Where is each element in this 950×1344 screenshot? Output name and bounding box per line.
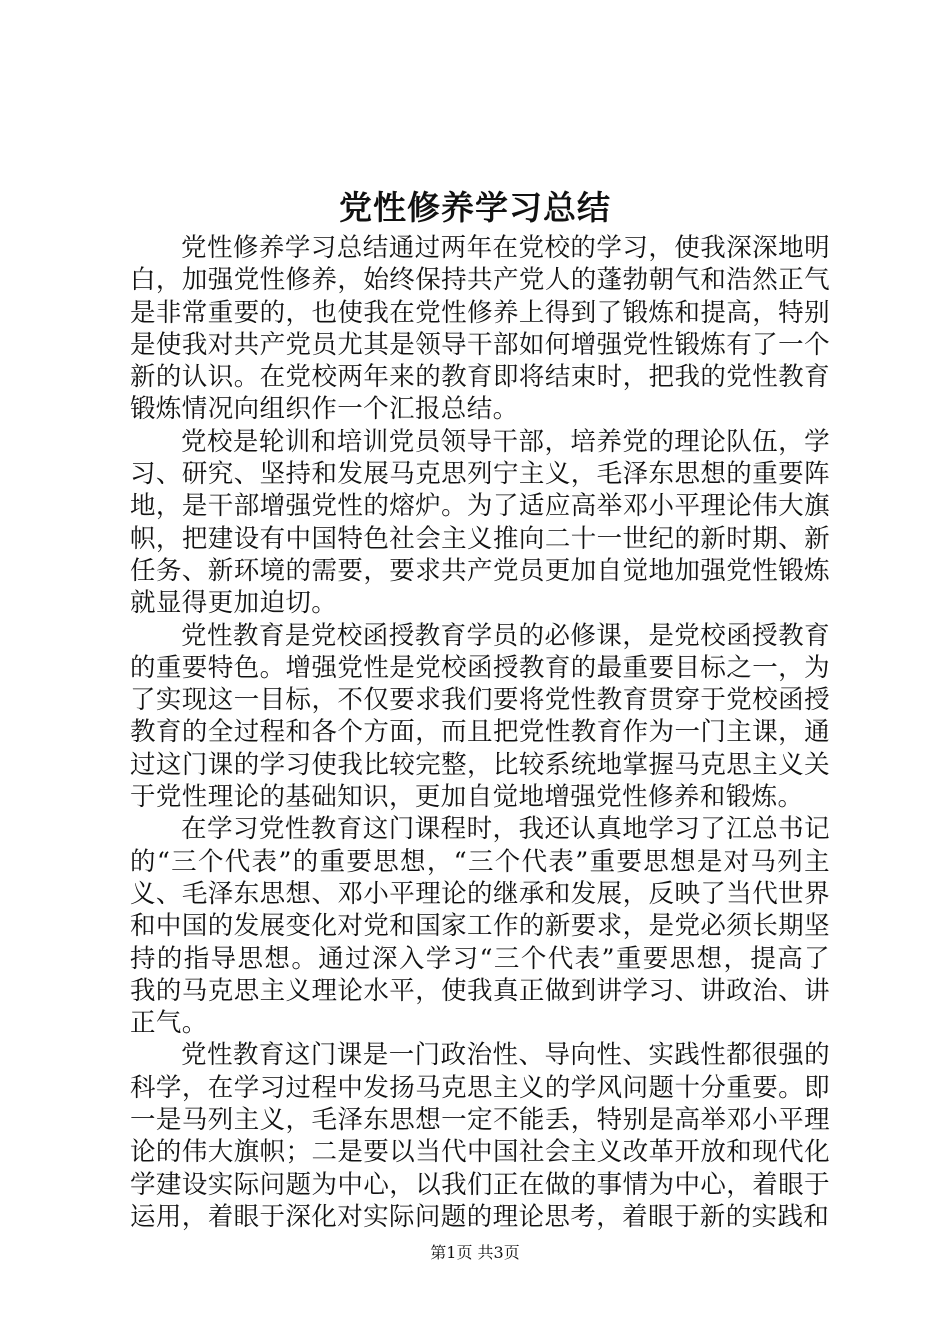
paragraph-3: 党性教育是党校函授教育学员的必修课，是党校函授教育的重要特色。增强党性是党校函授教育的最重要目标之一，为了实现这一目标，不仅要求我们要将党性教育贯穿于党校函授教育的全过程和各个方面，而且把党性教育作为一门主课，通过这门课的学习使我比较完整，比较系统地掌握马克思主义关于党性理论的基础知识，更加自觉地增强党性修养和锻炼。 <box>130 620 830 813</box>
document-body <box>130 232 830 1233</box>
paragraph-4: 在学习党性教育这门课程时，我还认真地学习了江总书记的“三个代表”的重要思想，“三个代表”重要思想是对马列主义、毛泽东思想、邓小平理论的继承和发展，反映了当代世界和中国的发展变化对党和国家工作的新要求，是党必须长期坚持的指导思想。通过深入学习“三个代表”重要思想，提高了我的马克思主义理论水平，使我真正做到讲学习、讲政治、讲正气。 <box>130 814 830 1039</box>
paragraph-5: 党性教育这门课是一门政治性、导向性、实践性都很强的科学，在学习过程中发扬马克思主义的学风问题十分重要。即一是马列主义，毛泽东思想一定不能丢，特别是高举邓小平理论的伟大旗帜；二是要以当代中国社会主义改革开放和现代化学建设实际问题为中心，以我们正在做的事情为中心，着眼于运用，着眼于深化对实际问题的理论思考，着眼于新的实践和 <box>130 1040 830 1232</box>
paragraph-1: 党性修养学习总结通过两年在党校的学习，使我深深地明白，加强党性修养，始终保持共产党人的蓬勃朝气和浩然正气是非常重要的，也使我在党性修养上得到了锻炼和提高，特别是使我对共产党员尤其是领导干部如何增强党性锻炼有了一个新的认识。在党校两年来的教育即将结束时，把我的党性教育锻炼情况向组织作一个汇报总结。 <box>130 233 830 425</box>
page-number-footer: 第1页 共3页 <box>430 1243 520 1262</box>
paragraph-2: 党校是轮训和培训党员领导干部，培养党的理论队伍，学习、研究、坚持和发展马克思列宁主义，毛泽东思想的重要阵地，是干部增强党性的熔炉。为了适应高举邓小平理论伟大旗帜，把建设有中国特色社会主义推向二十一世纪的新时期、新任务、新环境的需要，要求共产党员更加自觉地加强党性锻炼就显得更加迫切。 <box>130 426 830 619</box>
document-title: 党性修养学习总结 <box>339 188 611 227</box>
